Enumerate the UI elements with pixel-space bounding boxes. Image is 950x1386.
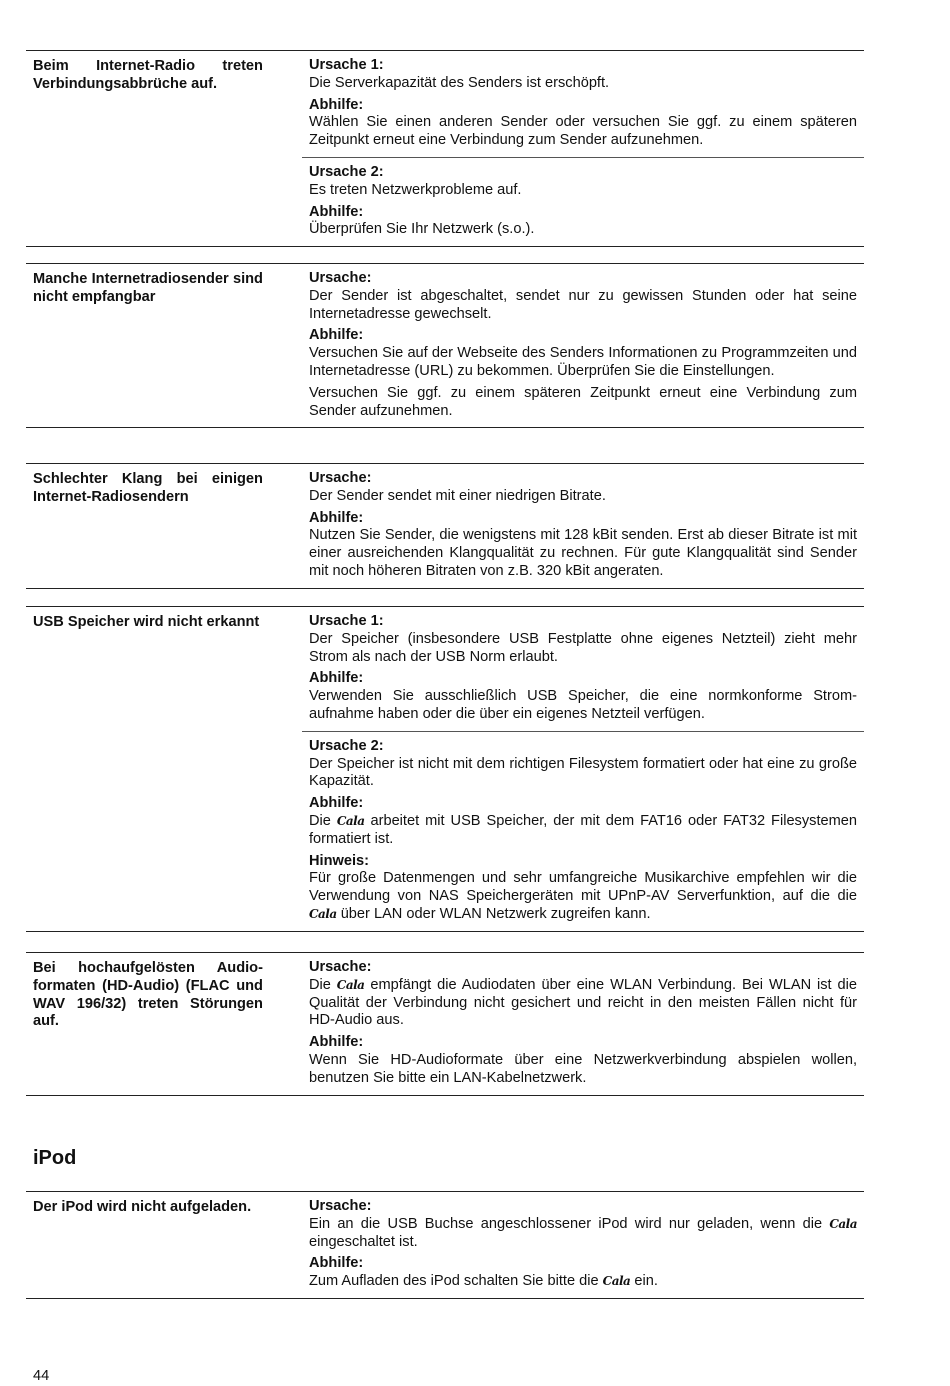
cause-block — [302, 731, 864, 931]
troubleshooting-table-1 — [26, 50, 864, 247]
paragraph — [309, 488, 857, 506]
brand-logo: Cala — [336, 813, 365, 828]
paragraph — [309, 813, 857, 849]
section-heading: iPod — [33, 1147, 77, 1169]
section-label: Ursache: — [308, 470, 372, 486]
paragraph — [309, 345, 857, 381]
cause-remedy-column — [302, 607, 864, 931]
paragraph — [309, 1273, 857, 1291]
paragraph — [309, 527, 857, 580]
table-row — [26, 953, 864, 1095]
paragraph — [309, 75, 857, 93]
text-segment: ein. — [630, 1273, 658, 1290]
text-segment: Wählen Sie einen anderen Sender oder versuchen Sie ggf. zu einem späteren Zeitpunkt erneut eine Verbindung zum Sender aufzunehmen. — [308, 114, 857, 149]
text-segment: Die — [308, 812, 337, 829]
paragraph — [309, 1216, 857, 1252]
cause-remedy-column — [302, 51, 864, 246]
problem-description: Bei hochaufgelösten Audioformaten (HD-Audio) (FLAC und WAV 196/32) treten Störungen auf. — [33, 960, 263, 1030]
cause-block — [302, 464, 864, 588]
text-segment: Zum Aufladen des iPod schalten Sie bitte die — [308, 1273, 603, 1290]
table-row — [26, 464, 864, 588]
problem-description: USB Speicher wird nicht erkannt — [33, 614, 260, 630]
text-segment: Der Speicher ist nicht mit dem richtigen Filesystem formatiert oder hat eine zu große Kapazität. — [308, 755, 857, 790]
section-label: Abhilfe: — [308, 1255, 364, 1272]
section-label: Abhilfe: — [308, 1034, 364, 1051]
text-segment: Ein an die USB Buchse angeschlossener iPod wird nur geladen, wenn die — [308, 1215, 830, 1232]
section-label: Hinweis: — [308, 852, 369, 869]
brand-logo: Cala — [602, 1274, 631, 1289]
cause-remedy-column — [302, 953, 864, 1095]
text-segment: Wenn Sie HD-Audioformate über eine Netzwerkverbindung abspielen wollen, benutzen Sie bitte ein LAN-Kabelnetzwerk. — [308, 1051, 857, 1086]
text-segment: Überprüfen Sie Ihr Netzwerk (s.o.). — [308, 221, 535, 238]
section-label: Ursache: — [308, 1198, 372, 1214]
paragraph — [309, 288, 857, 324]
cause-remedy-column — [302, 264, 864, 427]
table-row — [26, 264, 864, 427]
paragraph — [309, 221, 857, 239]
troubleshooting-table-ipod — [26, 1191, 864, 1299]
section-label: Ursache: — [308, 959, 372, 975]
cause-block — [302, 1192, 864, 1298]
paragraph — [309, 977, 857, 1030]
text-segment: Versuchen Sie ggf. zu einem späteren Zeitpunkt erneut eine Verbindung zum Sender aufzunehmen. — [308, 384, 857, 419]
section-label: Ursache 1: — [308, 57, 384, 73]
paragraph — [309, 182, 857, 200]
table-row — [26, 1192, 864, 1298]
paragraph — [309, 114, 857, 150]
problem-description: Der iPod wird nicht aufgeladen. — [33, 1199, 252, 1215]
text-segment: Der Sender sendet mit einer niedrigen Bitrate. — [308, 487, 606, 504]
text-segment: Nutzen Sie Sender, die wenigstens mit 128 kBit senden. Erst ab dieser Bitrate ist mit einer ausreichenden Klangqualität zu rechnen. Für gute Klangqualität sind Sender mit noch höheren Bitraten von z.B. 320 kBit angeraten. — [308, 527, 857, 579]
paragraph — [309, 1052, 857, 1088]
troubleshooting-table-5 — [26, 952, 864, 1096]
text-segment: empfängt die Audiodaten über eine WLAN Verbindung. Bei WLAN ist die Qualität der Verbindung nicht gesichert und reicht in den meisten Fällen nicht für HD-Audio aus. — [308, 976, 858, 1029]
text-segment: Der Sender ist abgeschaltet, sendet nur zu gewissen Stunden oder hat seine Internetadresse gewechselt. — [308, 287, 857, 322]
section-label: Abhilfe: — [308, 203, 364, 220]
paragraph — [309, 631, 857, 667]
text-segment: Verwenden Sie ausschließlich USB Speicher, die eine normkonforme Stromaufnahme haben oder die über ein eigenes Netzteil verfügen. — [308, 688, 857, 722]
cause-remedy-column — [302, 1192, 864, 1298]
text-segment: Versuchen Sie auf der Webseite des Senders Informationen zu Programmzeiten und Internetadresse (URL) zu bekommen. Überprüfen Sie die Einstellungen. — [308, 345, 857, 379]
cause-remedy-column — [302, 464, 864, 588]
paragraph — [309, 688, 857, 724]
paragraph — [309, 870, 857, 923]
text-segment: Der Speicher (insbesondere USB Festplatte ohne eigenes Netzteil) zieht mehr Strom als nach der USB Norm erlaubt. — [308, 630, 857, 665]
problem-description: Beim Internet-Radio treten Verbindungsabbrüche auf. — [33, 58, 263, 92]
text-segment: arbeitet mit USB Speicher, der mit dem FAT16 oder FAT32 Filesystemen formatiert ist. — [308, 812, 858, 847]
paragraph — [309, 756, 857, 792]
section-label: Abhilfe: — [308, 327, 364, 344]
section-label: Ursache 2: — [308, 163, 384, 180]
section-label: Ursache 1: — [308, 613, 384, 629]
section-label: Ursache 2: — [308, 737, 384, 754]
brand-logo: Cala — [308, 906, 337, 921]
section-label: Ursache: — [308, 270, 372, 286]
cause-block — [302, 264, 864, 427]
brand-logo: Cala — [829, 1216, 857, 1231]
problem-description: Schlechter Klang bei einigen Internet-Radiosendern — [33, 471, 263, 505]
text-segment: Die — [308, 976, 337, 993]
brand-logo: Cala — [336, 977, 365, 992]
text-segment: Für große Datenmengen und sehr umfangreiche Musikarchive empfehlen wir die Verwendung von NAS Speichergeräten mit UPnP-AV Serverfunktion, auf die die — [308, 870, 857, 905]
table-row — [26, 51, 864, 246]
text-segment: Die Serverkapazität des Senders ist erschöpft. — [308, 74, 610, 91]
cause-block — [302, 51, 864, 157]
text-segment: eingeschaltet ist. — [308, 1233, 418, 1250]
section-label: Abhilfe: — [308, 670, 364, 687]
paragraph — [309, 385, 857, 421]
text-segment: über LAN oder WLAN Netzwerk zugreifen kann. — [336, 905, 651, 922]
section-label: Abhilfe: — [308, 795, 364, 812]
table-row — [26, 607, 864, 931]
text-segment: Es treten Netzwerkprobleme auf. — [308, 181, 522, 198]
section-label: Abhilfe: — [308, 96, 364, 113]
cause-block — [302, 953, 864, 1095]
troubleshooting-table-4 — [26, 606, 864, 932]
troubleshooting-table-2 — [26, 263, 864, 428]
problem-description: Manche Internetradiosender sind nicht empfangbar — [33, 271, 263, 305]
cause-block — [302, 607, 864, 731]
cause-block — [302, 157, 864, 246]
page-number: 44 — [33, 1368, 50, 1384]
section-label: Abhilfe: — [308, 509, 364, 526]
troubleshooting-table-3 — [26, 463, 864, 589]
